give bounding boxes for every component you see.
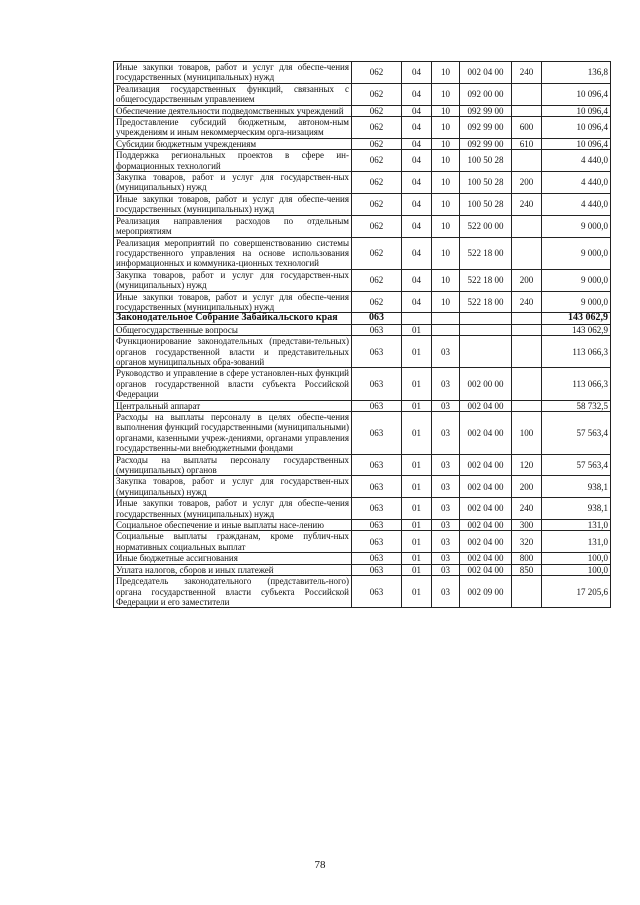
row-section-code (402, 313, 432, 324)
row-subsection-code: 10 (432, 138, 460, 149)
row-target-code: 002 04 00 (460, 400, 512, 411)
table-row (114, 476, 611, 498)
row-target-code: 002 04 00 (460, 553, 512, 564)
row-name: Руководство и управление в сфере установлен-ных функций органов государственной власти субъекта Российской Федерации (114, 368, 352, 400)
row-section-code: 04 (402, 83, 432, 105)
row-expense-type-code (512, 313, 542, 324)
row-subsection-code: 10 (432, 83, 460, 105)
table-row (114, 150, 611, 172)
row-target-code: 002 09 00 (460, 576, 512, 608)
row-amount: 113 066,3 (542, 368, 611, 400)
row-section-code: 04 (402, 117, 432, 139)
row-target-code: 522 00 00 (460, 215, 512, 237)
row-amount: 113 066,3 (542, 336, 611, 368)
row-expense-type-code: 200 (512, 476, 542, 498)
table-row (114, 138, 611, 149)
row-name: Закупка товаров, работ и услуг для государствен-ных (муниципальных) нужд (114, 172, 352, 194)
row-section-code: 04 (402, 172, 432, 194)
row-expense-type-code (512, 215, 542, 237)
row-expense-type-code: 320 (512, 531, 542, 553)
row-amount: 4 440,0 (542, 172, 611, 194)
row-subsection-code: 03 (432, 400, 460, 411)
row-subsection-code: 10 (432, 62, 460, 84)
row-name: Социальные выплаты гражданам, кроме публич-ных нормативных социальных выплат (114, 531, 352, 553)
row-name: Реализация государственных функций, связанных с общегосударственным управлением (114, 83, 352, 105)
row-ministry-code: 062 (352, 291, 402, 313)
row-amount: 143 062,9 (542, 313, 611, 324)
row-expense-type-code: 240 (512, 62, 542, 84)
row-expense-type-code (512, 336, 542, 368)
row-section-code: 01 (402, 498, 432, 520)
row-section-code: 01 (402, 454, 432, 476)
row-name: Социальное обеспечение и иные выплаты насе-лению (114, 520, 352, 531)
row-target-code: 092 99 00 (460, 117, 512, 139)
row-target-code: 002 04 00 (460, 476, 512, 498)
row-subsection-code: 03 (432, 553, 460, 564)
row-name: Реализация направления расходов по отдельным мероприятиям (114, 215, 352, 237)
table-row (114, 531, 611, 553)
row-target-code: 002 04 00 (460, 520, 512, 531)
row-name: Иные закупки товаров, работ и услуг для обеспе-чения государственных (муниципальных) нужд (114, 62, 352, 84)
row-name: Расходы на выплаты персоналу государственных (муниципальных) органов (114, 454, 352, 476)
row-expense-type-code (512, 400, 542, 411)
row-section-code: 01 (402, 553, 432, 564)
row-ministry-code: 062 (352, 138, 402, 149)
row-subsection-code (432, 324, 460, 335)
row-amount: 4 440,0 (542, 150, 611, 172)
row-ministry-code: 062 (352, 83, 402, 105)
row-section-code: 01 (402, 324, 432, 335)
table-row (114, 105, 611, 116)
table-row (114, 454, 611, 476)
table-row (114, 83, 611, 105)
row-section-code: 01 (402, 400, 432, 411)
row-section-code: 01 (402, 531, 432, 553)
row-name: Председатель законодательного (представитель-ного) органа государственной власти субъекта Российской Федерации и его заместители (114, 576, 352, 608)
row-subsection-code: 03 (432, 476, 460, 498)
row-amount: 9 000,0 (542, 291, 611, 313)
row-subsection-code: 10 (432, 172, 460, 194)
row-amount: 4 440,0 (542, 193, 611, 215)
row-amount: 131,0 (542, 531, 611, 553)
row-ministry-code: 063 (352, 531, 402, 553)
row-ministry-code: 062 (352, 105, 402, 116)
row-target-code: 100 50 28 (460, 193, 512, 215)
row-amount: 10 096,4 (542, 138, 611, 149)
row-name: Функционирование законодательных (представи-тельных) органов государственной власти и представительных органов муниципальных обра-зований (114, 336, 352, 368)
table-row (114, 215, 611, 237)
row-expense-type-code (512, 576, 542, 608)
row-expense-type-code (512, 150, 542, 172)
row-name: Иные закупки товаров, работ и услуг для обеспе-чения государственных (муниципальных) нужд (114, 193, 352, 215)
row-ministry-code: 062 (352, 269, 402, 291)
row-subsection-code: 03 (432, 498, 460, 520)
row-expense-type-code (512, 368, 542, 400)
row-ministry-code: 062 (352, 150, 402, 172)
row-expense-type-code: 240 (512, 193, 542, 215)
row-ministry-code: 062 (352, 172, 402, 194)
row-section-code: 01 (402, 576, 432, 608)
row-expense-type-code: 600 (512, 117, 542, 139)
row-section-code: 04 (402, 215, 432, 237)
row-subsection-code: 03 (432, 531, 460, 553)
row-section-code: 04 (402, 237, 432, 269)
table-row (114, 193, 611, 215)
row-target-code (460, 336, 512, 368)
row-subsection-code: 03 (432, 576, 460, 608)
row-expense-type-code: 200 (512, 172, 542, 194)
row-target-code: 002 04 00 (460, 564, 512, 575)
row-amount: 10 096,4 (542, 83, 611, 105)
row-amount: 10 096,4 (542, 105, 611, 116)
row-name: Закупка товаров, работ и услуг для государствен-ных (муниципальных) нужд (114, 476, 352, 498)
row-amount: 57 563,4 (542, 412, 611, 455)
table-row (114, 324, 611, 335)
row-section-code: 01 (402, 476, 432, 498)
row-subsection-code: 03 (432, 520, 460, 531)
table-row (114, 291, 611, 313)
row-amount: 136,8 (542, 62, 611, 84)
row-expense-type-code (512, 105, 542, 116)
row-section-code: 04 (402, 150, 432, 172)
table-row (114, 336, 611, 368)
row-amount: 131,0 (542, 520, 611, 531)
row-expense-type-code: 120 (512, 454, 542, 476)
table-row (114, 237, 611, 269)
row-section-code: 04 (402, 138, 432, 149)
row-name: Уплата налогов, сборов и иных платежей (114, 564, 352, 575)
row-target-code (460, 313, 512, 324)
table-row (114, 564, 611, 575)
row-target-code: 092 99 00 (460, 138, 512, 149)
row-name: Центральный аппарат (114, 400, 352, 411)
row-subsection-code: 03 (432, 454, 460, 476)
row-expense-type-code (512, 83, 542, 105)
row-expense-type-code: 240 (512, 498, 542, 520)
row-target-code: 100 50 28 (460, 150, 512, 172)
row-expense-type-code: 200 (512, 269, 542, 291)
row-amount: 100,0 (542, 553, 611, 564)
budget-table (113, 61, 611, 608)
row-expense-type-code: 100 (512, 412, 542, 455)
row-name: Иные закупки товаров, работ и услуг для обеспе-чения государственных (муниципальных) нужд (114, 498, 352, 520)
row-target-code: 092 99 00 (460, 105, 512, 116)
row-name: Иные бюджетные ассигнования (114, 553, 352, 564)
row-target-code: 522 18 00 (460, 291, 512, 313)
row-target-code: 522 18 00 (460, 237, 512, 269)
row-section-code: 01 (402, 412, 432, 455)
row-amount: 17 205,6 (542, 576, 611, 608)
row-section-code: 01 (402, 564, 432, 575)
table-row (114, 412, 611, 455)
row-ministry-code: 063 (352, 313, 402, 324)
row-name: Иные закупки товаров, работ и услуг для обеспе-чения государственных (муниципальных) нужд (114, 291, 352, 313)
row-section-code: 01 (402, 520, 432, 531)
row-section-code: 04 (402, 62, 432, 84)
row-section-code: 01 (402, 336, 432, 368)
table-row (114, 498, 611, 520)
table-row (114, 172, 611, 194)
row-expense-type-code: 850 (512, 564, 542, 575)
row-name: Закупка товаров, работ и услуг для государствен-ных (муниципальных) нужд (114, 269, 352, 291)
row-ministry-code: 063 (352, 368, 402, 400)
table-row (114, 117, 611, 139)
table-row (114, 400, 611, 411)
row-target-code: 002 00 00 (460, 368, 512, 400)
row-ministry-code: 062 (352, 237, 402, 269)
row-target-code: 002 04 00 (460, 412, 512, 455)
row-name: Предоставление субсидий бюджетным, автоном-ным учреждениям и иным некоммерческим орга-низациям (114, 117, 352, 139)
row-target-code: 002 04 00 (460, 531, 512, 553)
row-amount: 9 000,0 (542, 215, 611, 237)
row-subsection-code: 03 (432, 564, 460, 575)
row-target-code: 002 04 00 (460, 498, 512, 520)
row-ministry-code: 062 (352, 117, 402, 139)
row-amount: 143 062,9 (542, 324, 611, 335)
row-target-code: 522 18 00 (460, 269, 512, 291)
row-name: Общегосударственные вопросы (114, 324, 352, 335)
row-ministry-code: 063 (352, 400, 402, 411)
row-subsection-code: 10 (432, 117, 460, 139)
row-name: Реализация мероприятий по совершенствованию системы государственного управления на основе использования информационных и коммуника-ционных технологий (114, 237, 352, 269)
row-ministry-code: 063 (352, 498, 402, 520)
row-amount: 57 563,4 (542, 454, 611, 476)
row-subsection-code: 10 (432, 215, 460, 237)
row-section-code: 04 (402, 269, 432, 291)
row-ministry-code: 063 (352, 476, 402, 498)
row-target-code: 092 00 00 (460, 83, 512, 105)
row-amount: 938,1 (542, 476, 611, 498)
table-row (114, 576, 611, 608)
row-target-code: 002 04 00 (460, 62, 512, 84)
row-amount: 9 000,0 (542, 237, 611, 269)
row-ministry-code: 063 (352, 336, 402, 368)
row-target-code (460, 324, 512, 335)
row-ministry-code: 063 (352, 564, 402, 575)
row-ministry-code: 062 (352, 193, 402, 215)
row-subsection-code: 10 (432, 237, 460, 269)
row-ministry-code: 062 (352, 62, 402, 84)
row-name: Поддержка региональных проектов в сфере ин-формационных технологий (114, 150, 352, 172)
table-row (114, 269, 611, 291)
row-expense-type-code: 240 (512, 291, 542, 313)
row-subsection-code: 03 (432, 412, 460, 455)
row-subsection-code: 03 (432, 368, 460, 400)
row-amount: 9 000,0 (542, 269, 611, 291)
row-subsection-code: 10 (432, 269, 460, 291)
row-section-code: 01 (402, 368, 432, 400)
row-ministry-code: 062 (352, 215, 402, 237)
table-row (114, 520, 611, 531)
row-name: Субсидии бюджетным учреждениям (114, 138, 352, 149)
row-subsection-code: 10 (432, 150, 460, 172)
row-expense-type-code: 610 (512, 138, 542, 149)
table-row (114, 313, 611, 324)
row-ministry-code: 063 (352, 553, 402, 564)
row-ministry-code: 063 (352, 576, 402, 608)
table-row (114, 62, 611, 84)
row-expense-type-code (512, 324, 542, 335)
row-subsection-code: 03 (432, 336, 460, 368)
table-row (114, 553, 611, 564)
row-name: Расходы на выплаты персоналу в целях обеспе-чения выполнения функций государственными (муниципальными) органами, казенными учреж-дениями, органами управления государственны-ми внебюджетными фондами (114, 412, 352, 455)
page-number: 78 (314, 859, 326, 871)
row-name: Обеспечение деятельности подведомственных учреждений (114, 105, 352, 116)
row-target-code: 100 50 28 (460, 172, 512, 194)
row-ministry-code: 063 (352, 324, 402, 335)
row-amount: 10 096,4 (542, 117, 611, 139)
row-subsection-code: 10 (432, 105, 460, 116)
row-ministry-code: 063 (352, 520, 402, 531)
row-amount: 100,0 (542, 564, 611, 575)
row-expense-type-code: 300 (512, 520, 542, 531)
row-expense-type-code (512, 237, 542, 269)
row-amount: 58 732,5 (542, 400, 611, 411)
row-ministry-code: 063 (352, 454, 402, 476)
row-section-code: 04 (402, 193, 432, 215)
row-amount: 938,1 (542, 498, 611, 520)
row-section-code: 04 (402, 291, 432, 313)
row-name: Законодательное Собрание Забайкальского края (114, 313, 352, 324)
table-row (114, 368, 611, 400)
row-subsection-code (432, 313, 460, 324)
row-subsection-code: 10 (432, 193, 460, 215)
row-ministry-code: 063 (352, 412, 402, 455)
row-target-code: 002 04 00 (460, 454, 512, 476)
row-expense-type-code: 800 (512, 553, 542, 564)
row-section-code: 04 (402, 105, 432, 116)
row-subsection-code: 10 (432, 291, 460, 313)
